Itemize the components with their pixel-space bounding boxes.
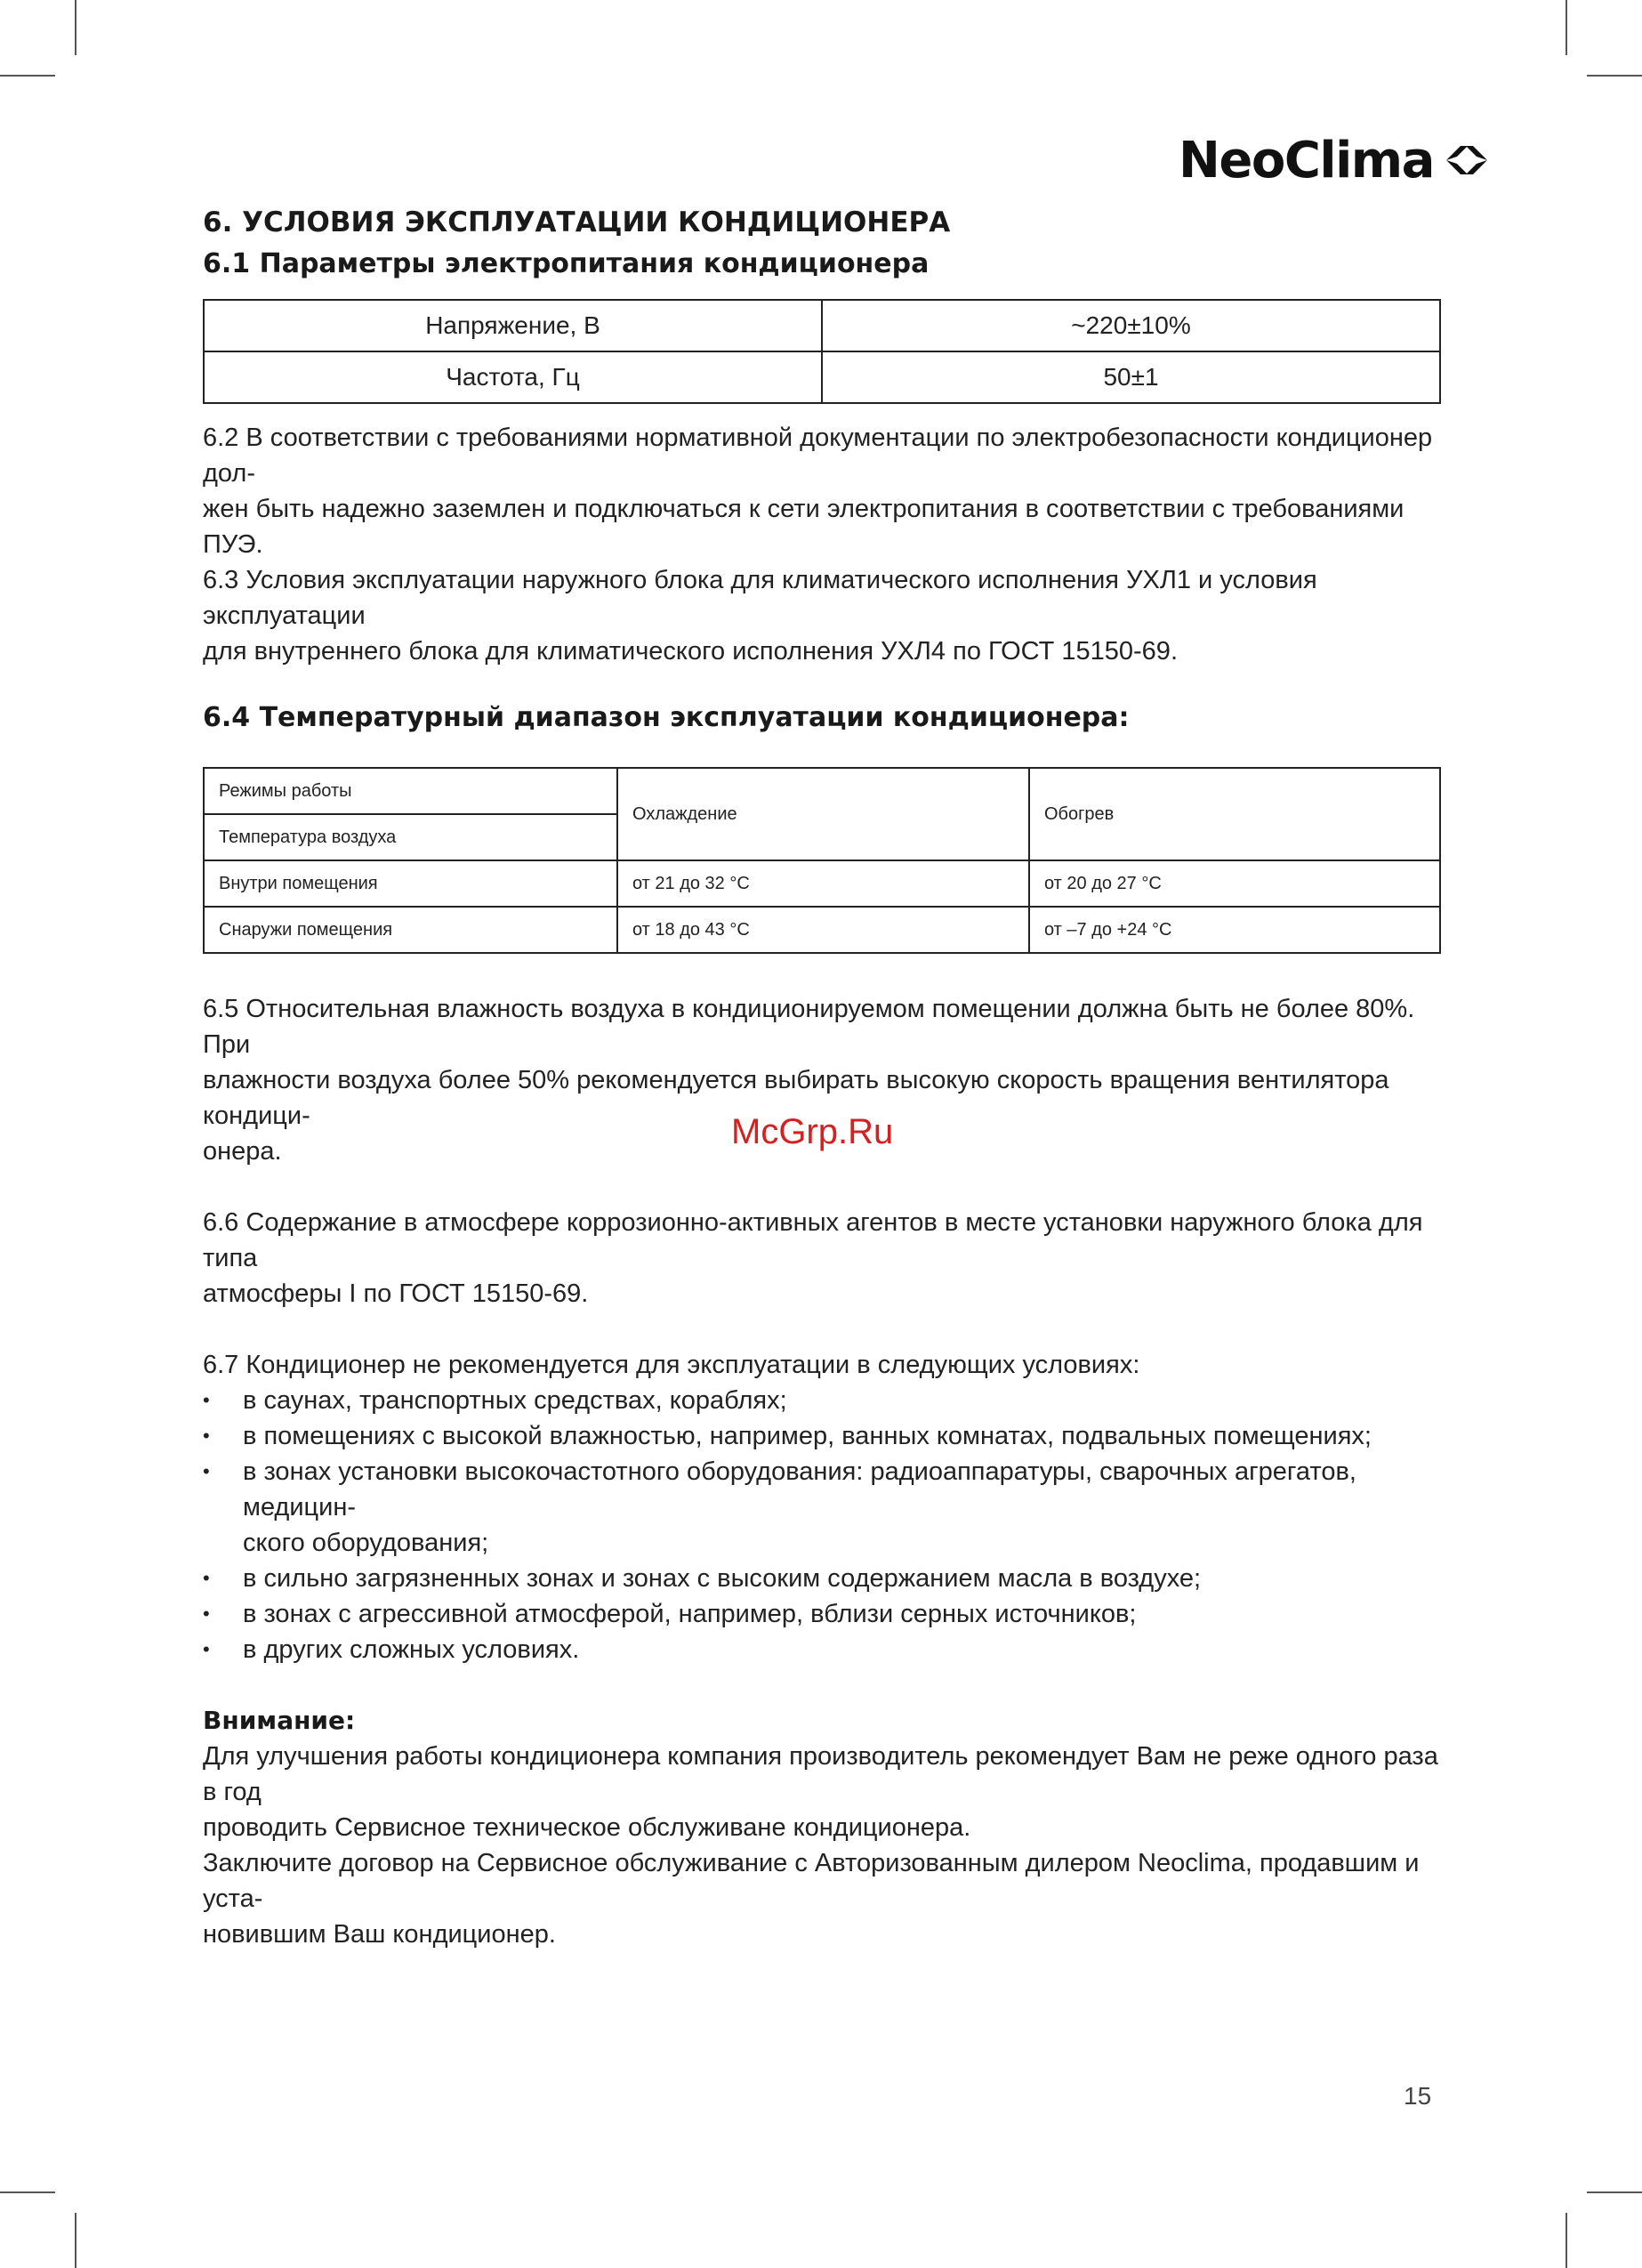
crop-mark xyxy=(0,75,55,77)
table-cell: от 20 до 27 °С xyxy=(1029,860,1440,907)
table-cell: Режимы работы xyxy=(204,768,617,814)
list-item: • в других сложных условиях. xyxy=(203,1632,1441,1667)
brand-logo xyxy=(1179,125,1491,196)
paragraph-6-6-cont: атмосферы I по ГОСТ 15150-69. xyxy=(203,1279,589,1308)
table-cell: от –7 до +24 °С xyxy=(1029,907,1440,953)
paragraph-6-5-cont: влажности воздуха более 50% рекомендуется выбирать высокую скорость вращения вентилятора кондици- xyxy=(203,1066,1389,1130)
power-parameters-table xyxy=(203,299,1441,404)
watermark: McGrp.Ru xyxy=(731,1112,894,1151)
paragraph-6-3-cont: для внутреннего блока для климатического исполнения УХЛ4 по ГОСТ 15150-69. xyxy=(203,637,1178,666)
table-row xyxy=(204,300,1440,351)
paragraph-6-6: 6.6 Содержание в атмосфере коррозионно-активных агентов в месте установки наружного блока для типа xyxy=(203,1208,1423,1272)
crop-mark xyxy=(75,2213,76,2268)
attention-text: Заключите договор на Сервисное обслуживание с Авторизованным дилером Neoclima, продавшим и уста- xyxy=(203,1849,1420,1913)
paragraph-6-5: 6.5 Относительная влажность воздуха в кондиционируемом помещении должна быть не более 80%. При xyxy=(203,995,1415,1059)
attention-text: проводить Сервисное техническое обслуживане кондиционера. xyxy=(203,1813,971,1842)
table-header-heating: Обогрев xyxy=(1029,768,1440,860)
table-cell: от 21 до 32 °С xyxy=(617,860,1029,907)
subsection-6-1-title: 6.1 Параметры электропитания кондиционера xyxy=(203,248,930,279)
list-item: • в зонах с агрессивной атмосферой, например, вблизи серных источников; xyxy=(203,1596,1441,1632)
crop-mark xyxy=(1566,2213,1567,2268)
list-item-continuation xyxy=(203,1525,1441,1561)
page-content xyxy=(203,201,1441,1952)
table-cell: Внутри помещения xyxy=(204,860,617,907)
section-title: 6. УСЛОВИЯ ЭКСПЛУАТАЦИИ КОНДИЦИОНЕРА xyxy=(203,206,951,238)
paragraph-6-3: 6.3 Условия эксплуатации наружного блока для климатического исполнения УХЛ1 и условия эксплуатации xyxy=(203,566,1317,630)
table-cell: Температура воздуха xyxy=(204,814,617,860)
table-header-cooling: Охлаждение xyxy=(617,768,1029,860)
table-cell: Напряжение, В xyxy=(204,300,822,351)
table-row xyxy=(204,907,1440,953)
attention-text: Для улучшения работы кондиционера компания производитель рекомендует Вам не реже одного раза в год xyxy=(203,1742,1438,1806)
attention-text: новившим Ваш кондиционер. xyxy=(203,1920,556,1949)
table-cell: от 18 до 43 °С xyxy=(617,907,1029,953)
list-item: • в саунах, транспортных средствах, кораблях; xyxy=(203,1383,1441,1418)
list-item-continuation-text: ского оборудования; xyxy=(243,1529,489,1557)
crop-mark xyxy=(0,2191,55,2193)
neoclima-diamond-arrows-icon xyxy=(1443,138,1491,182)
table-cell: ~220±10% xyxy=(822,300,1440,351)
table-cell: Снаружи помещения xyxy=(204,907,617,953)
logo-text: NeoClima xyxy=(1179,131,1434,190)
crop-mark xyxy=(1587,2191,1642,2193)
paragraph-6-5-end: онера. xyxy=(203,1137,282,1166)
crop-mark xyxy=(75,0,76,55)
paragraph-6-2: 6.2 В соответствии с требованиями нормативной документации по электробезопасности кондиционер дол- xyxy=(203,424,1433,488)
paragraph-6-7: 6.7 Кондиционер не рекомендуется для эксплуатации в следующих условиях: xyxy=(203,1351,1140,1379)
table-row xyxy=(204,860,1440,907)
subsection-6-4-title: 6.4 Температурный диапазон эксплуатации кондиционера: xyxy=(203,702,1130,733)
attention-label: Внимание: xyxy=(203,1706,356,1735)
table-row xyxy=(204,768,1440,814)
list-item: • в сильно загрязненных зонах и зонах с высоким содержанием масла в воздухе; xyxy=(203,1561,1441,1596)
crop-mark xyxy=(1566,0,1567,55)
table-cell: 50±1 xyxy=(822,351,1440,403)
temperature-range-table xyxy=(203,767,1441,954)
table-cell: Частота, Гц xyxy=(204,351,822,403)
list-item: • в зонах установки высокочастотного оборудования: радиоаппаратуры, сварочных агрегатов, медицин- xyxy=(203,1454,1441,1525)
crop-mark xyxy=(1587,75,1642,77)
list-item: • в помещениях с высокой влажностью, например, ванных комнатах, подвальных помещениях; xyxy=(203,1418,1441,1454)
page-number: 15 xyxy=(1404,2082,1432,2110)
table-row xyxy=(204,351,1440,403)
paragraph-6-2-cont: жен быть надежно заземлен и подключаться к сети электропитания в соответствии с требованиями ПУЭ. xyxy=(203,495,1405,559)
conditions-list xyxy=(203,1383,1441,1667)
